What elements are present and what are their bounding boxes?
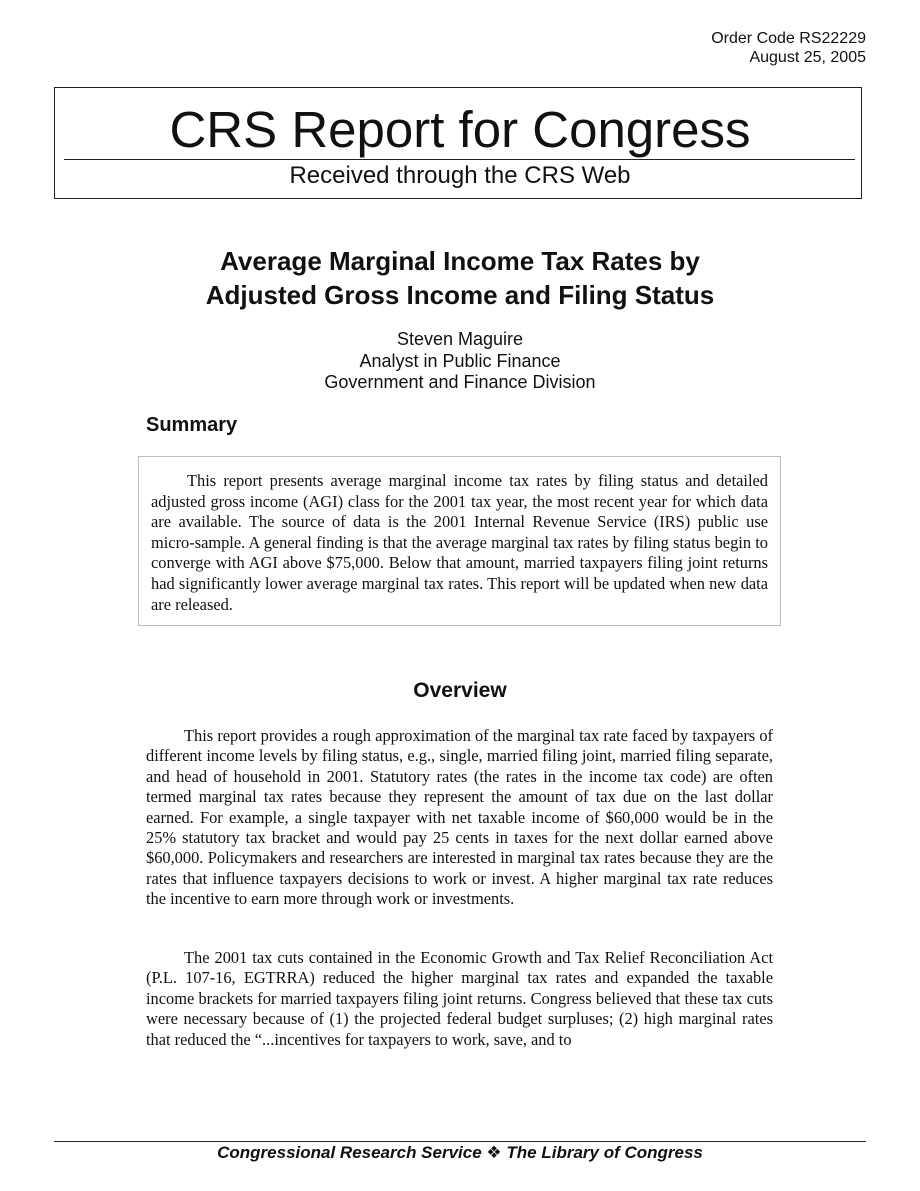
footer	[0, 1143, 920, 1163]
author-division: Government and Finance Division	[324, 372, 596, 392]
author-title: Analyst in Public Finance	[359, 350, 561, 371]
overview-heading: Overview	[413, 679, 507, 702]
footer-library: The Library of Congress	[506, 1143, 703, 1162]
four-diamond-ornament-icon: ❖	[486, 1143, 502, 1162]
author-name: Steven Maguire	[396, 329, 524, 349]
overview-paragraph-2: The 2001 tax cuts contained in the Economic Growth and Tax Relief Reconciliation Act (P.L. 107-16, EGTRRA) reduced the higher marginal tax rates and expanded the taxable income brackets for married taxpayers filing joint returns. Congress believed that these tax cuts were necessary because of (1) the projected federal budget surpluses; (2) high marginal rates that reduced the “...incentives for taxpayers to work, save, and to	[146, 948, 773, 1049]
summary-text: This report presents average marginal income tax rates by filing status and detailed adjusted gross income (AGI) class for the 2001 tax year, the most recent year for which data are available. The source of data is the 2001 Internal Revenue Service (IRS) public use micro-sample. A general finding is that the average marginal tax rates by filing status begin to converge with AGI above $75,000. Below that amount, married taxpayers filing joint returns had significantly lower average marginal tax rates. This report will be updated when new data are released.	[151, 471, 768, 614]
order-info	[711, 29, 866, 67]
document-title	[0, 244, 920, 312]
crs-banner-subtitle: Received through the CRS Web	[289, 162, 631, 189]
report-date: August 25, 2005	[749, 49, 866, 66]
order-code: Order Code RS22229	[711, 30, 866, 47]
crs-banner-title: CRS Report for Congress	[169, 101, 751, 158]
footer-divider	[54, 1141, 866, 1142]
author-block	[0, 329, 920, 394]
overview-paragraph-1: This report provides a rough approximation of the marginal tax rate faced by taxpayers of different income levels by filing status, e.g., single, married filing joint, married filing separate, and head of household in 2001. Statutory rates (the rates in the income tax code) are often termed marginal tax rates because they represent the amount of tax due on the last dollar earned. For example, a single taxpayer with net taxable income of $60,000 would be in the 25% statutory tax bracket and would pay 25 cents in taxes for the next dollar earned above $60,000. Policymakers and researchers are interested in marginal tax rates because they are the rates that influence taxpayers decisions to work or invest. A higher marginal tax rate reduces the incentive to earn more through work or investments.	[146, 726, 773, 909]
title-line-1: Average Marginal Income Tax Rates by	[220, 246, 700, 276]
footer-crs: Congressional Research Service	[217, 1143, 482, 1162]
title-line-2: Adjusted Gross Income and Filing Status	[205, 280, 715, 310]
banner-divider	[64, 159, 855, 160]
summary-heading: Summary	[146, 414, 238, 436]
